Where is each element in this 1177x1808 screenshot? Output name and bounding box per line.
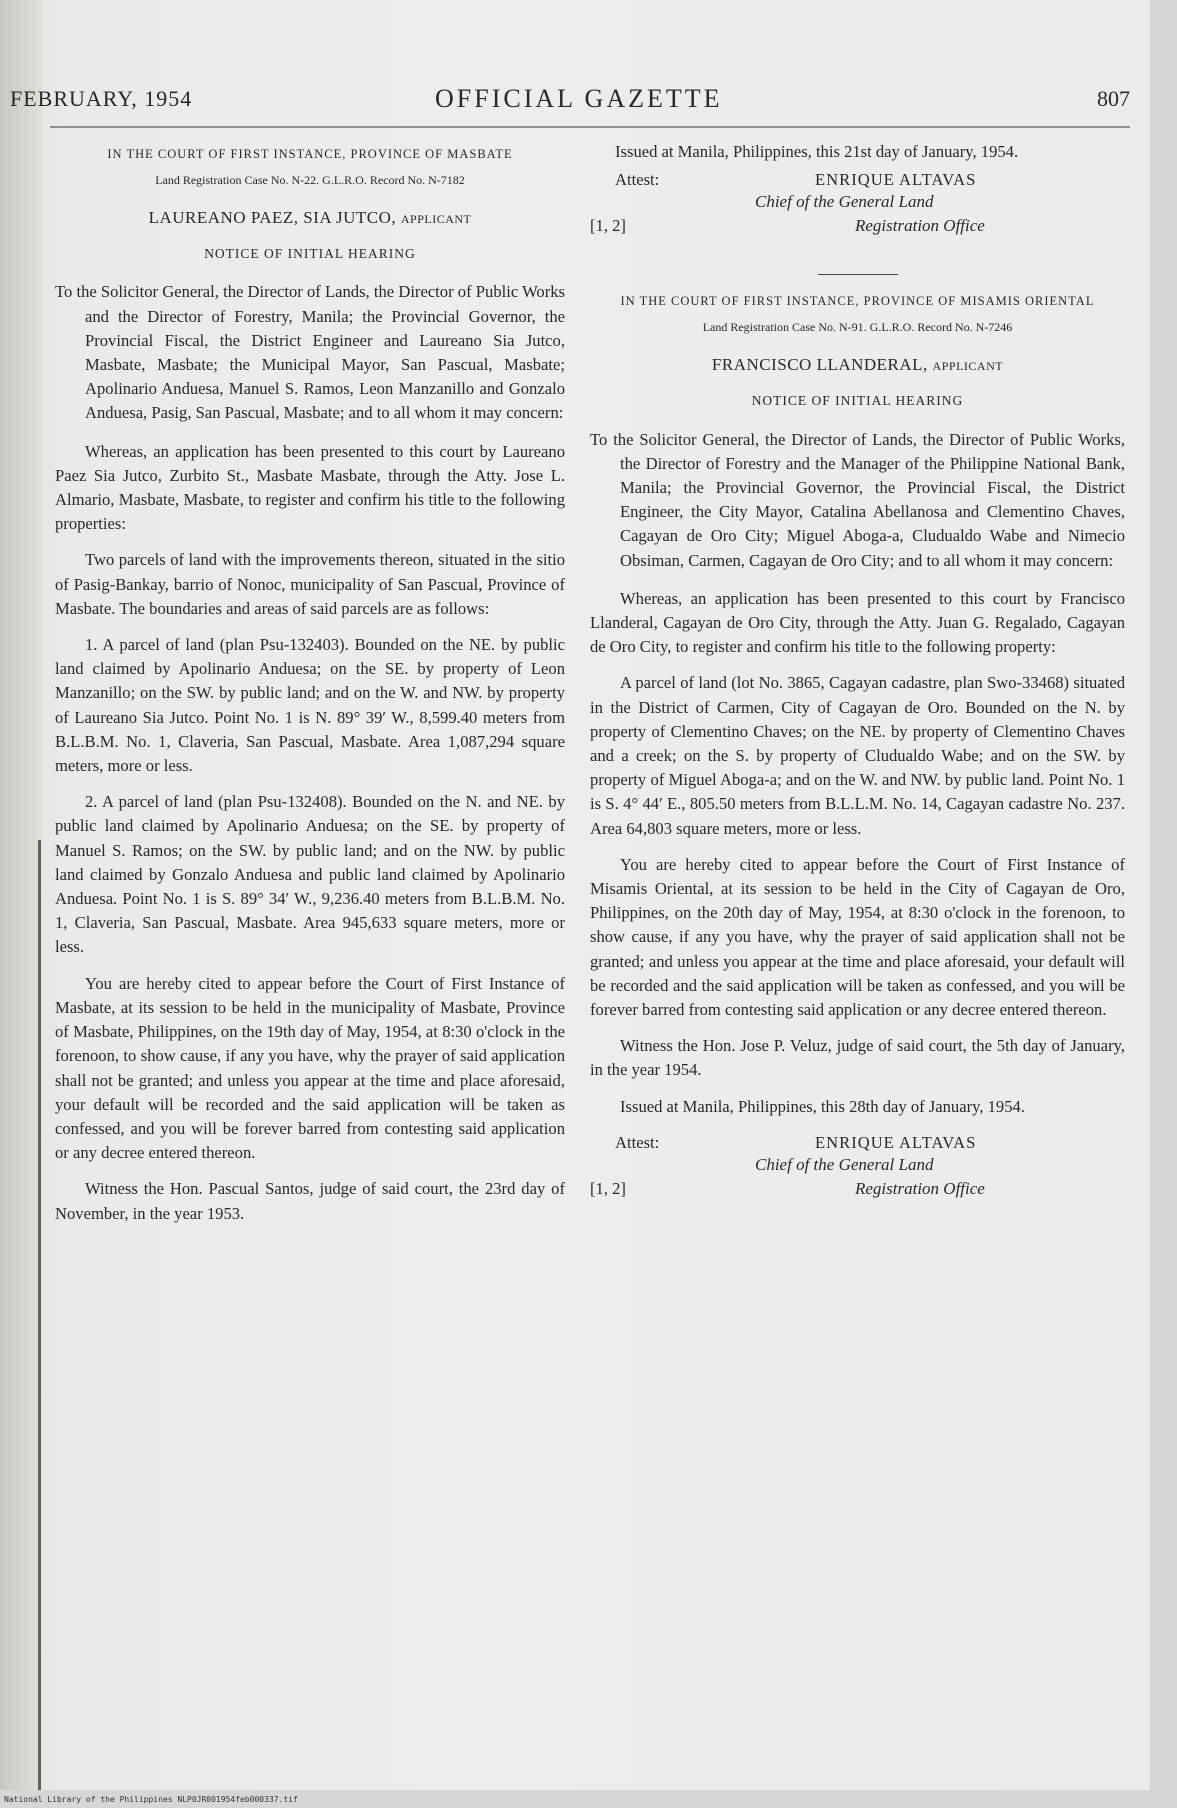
attest-label: Attest: [615, 1132, 660, 1152]
addressee-paragraph: To the Solicitor General, the Director of Lands, the Director of Public Works and the Director of Forestry, Manila; the Provincial Governor, the Provincial Fiscal, the District Engineer and Laureano Sia Jutco, Masbate, Masbate; the Municipal Mayor, San Pascual, Masbate; Apolinario Anduesa, Manuel S. Ramos, Leon Manzanillo and Gonzalo Anduesa, Pasig, San Pascual, Masbate; and to all whom it may concern: [55, 282, 565, 423]
header-title: OFFICIAL GAZETTE [435, 84, 723, 113]
court-heading: IN THE COURT OF FIRST INSTANCE, PROVINCE OF MASBATE [107, 147, 513, 161]
book-spine [0, 0, 42, 1790]
section-divider [818, 274, 898, 275]
page-number: 807 [1097, 86, 1130, 111]
notice-heading: NOTICE OF INITIAL HEARING [204, 246, 416, 262]
reference-number: [1, 2] [590, 1178, 626, 1198]
attest-label: Attest: [615, 170, 660, 190]
paragraph: Witness the Hon. Pascual Santos, judge of said court, the 23rd day of November, in the year 1953. [55, 1179, 565, 1223]
addressee-paragraph: To the Solicitor General, the Director of Lands, the Director of Public Works, the Director of Forestry and the Manager of the Philippine National Bank, Manila; the Provincial Governor, the Provincial Fiscal, the District Engineer, the City Mayor, Catalina Abellanosa and Clementino Chaves, Cagayan de Oro City; Miguel Aboga-a, Cludualdo Wabe and Nimecio Obsiman, Carmen, Cagayan de Oro City; and to all whom it may concern: [590, 429, 1125, 570]
left-column [55, 140, 565, 1238]
binding-line [38, 840, 41, 1790]
attest-name: ENRIQUE ALTAVAS [815, 170, 977, 190]
notice-heading: NOTICE OF INITIAL HEARING [751, 393, 964, 409]
header-date: FEBRUARY, 1954 [10, 86, 193, 111]
archive-footer: National Library of the Philippines NLP0JR001954feb000337.tif [4, 1795, 298, 1804]
applicant-line: FRANCISCO LLANDERAL, applicant [711, 355, 1004, 375]
page-header [10, 78, 1130, 118]
paragraph: 1. A parcel of land (plan Psu-132403). Bounded on the NE. by public land claimed by Apolinario Anduesa; on the SE. by property of Leon Manzanillo; on the SW. by public land; and on the W. and NW. by property of Laureano Sia Jutco. Point No. 1 is N. 89° 39′ W., 8,599.40 meters from B.L.B.M. No. 1, Claveria, San Pascual, Masbate. Area 1,087,294 square meters, more or less. [55, 635, 565, 776]
attest-title: Registration Office [855, 1178, 985, 1198]
paragraph: Issued at Manila, Philippines, this 28th day of January, 1954. [620, 1096, 1025, 1116]
paragraph: Witness the Hon. Jose P. Veluz, judge of said court, the 5th day of January, in the year 1954. [590, 1036, 1125, 1080]
attest-block [590, 168, 1125, 258]
attest-name: ENRIQUE ALTAVAS [815, 1132, 977, 1152]
paragraph: You are hereby cited to appear before the Court of First Instance of Masbate, at its session to be held in the municipality of Masbate, Province of Masbate, Philippines, on the 19th day of May, 1954, at 8:30 o'clock in the forenoon, to show cause, if any you have, why the prayer of said application shall not be granted; and unless you appear at the time and place aforesaid, your default will be recorded and the said application will be taken as confessed, and you will be forever barred from contesting said application or any decree entered thereon. [55, 973, 565, 1163]
attest-title: Registration Office [855, 216, 985, 236]
paragraph: 2. A parcel of land (plan Psu-132408). Bounded on the N. and NE. by public land claimed by Apolinario Anduesa; on the SE. by property of Manuel S. Ramos; on the SW. by public land; and on the NW. by public land claimed by Gonzalo Anduesa and public land claimed by Apolinario Anduesa. Point No. 1 is S. 89° 34′ W., 9,236.40 meters from B.L.B.M. No. 1, Claveria, San Pascual, Masbate. Area 945,633 square meters, more or less. [55, 792, 565, 957]
issued-line: Issued at Manila, Philippines, this 21st day of January, 1954. [615, 142, 1019, 161]
court-heading: IN THE COURT OF FIRST INSTANCE, PROVINCE OF MISAMIS ORIENTAL [620, 294, 1095, 309]
paragraph: Two parcels of land with the improvements thereon, situated in the sitio of Pasig-Bankay, barrio of Nonoc, municipality of San Pascual, Province of Masbate. The boundaries and areas of said parcels are as follows: [55, 550, 565, 618]
paragraph: A parcel of land (lot No. 3865, Cagayan cadastre, plan Swo-33468) situated in the District of Carmen, City of Cagayan de Oro. Bounded on the N. by property of Clementino Chaves; on the NE. by property of Clementino Chaves and a creek; on the S. by property of Cludualdo Wabe; and on the SW. by property of Miguel Aboga-a; and on the W. and NW. by public land. Point No. 1 is S. 4° 44′ E., 805.50 meters from B.L.L.M. No. 14, Cagayan cadastre No. 237. Area 64,803 square meters, more or less. [590, 673, 1125, 838]
case-number: Land Registration Case No. N-22. G.L.R.O. Record No. N-7182 [155, 173, 465, 187]
attest-block [590, 1131, 1125, 1221]
applicant-line: LAUREANO PAEZ, SIA JUTCO, applicant [148, 208, 472, 227]
paragraph: Whereas, an application has been presented to this court by Laureano Paez Sia Jutco, Zurbito St., Masbate Masbate, through the Atty. Jose L. Almario, Masbate, Masbate, to register and confirm his title to the following properties: [55, 441, 565, 534]
attest-title: Chief of the General Land [755, 192, 934, 212]
paragraph: You are hereby cited to appear before the Court of First Instance of Misamis Oriental, at its session to be held in the City of Cagayan de Oro, Philippines, on the 20th day of May, 1954, at 8:30 o'clock in the forenoon, to show cause, if any you have, why the prayer of said application shall not be granted; and unless you appear at the time and place aforesaid, your default will be recorded and the said application will be taken as confessed, and you will be forever barred from contesting said application or any decree entered thereon. [590, 854, 1125, 1020]
header-rule [50, 126, 1130, 128]
case-number: Land Registration Case No. N-91. G.L.R.O. Record No. N-7246 [702, 320, 1013, 335]
paragraph: Whereas, an application has been presented to this court by Francisco Llanderal, Cagayan de Oro City, through the Atty. Juan G. Regalado, Cagayan de Oro City, to register and confirm his title to the following property: [590, 588, 1125, 657]
right-column [590, 140, 1125, 1221]
reference-number: [1, 2] [590, 216, 626, 236]
attest-title: Chief of the General Land [755, 1154, 934, 1174]
